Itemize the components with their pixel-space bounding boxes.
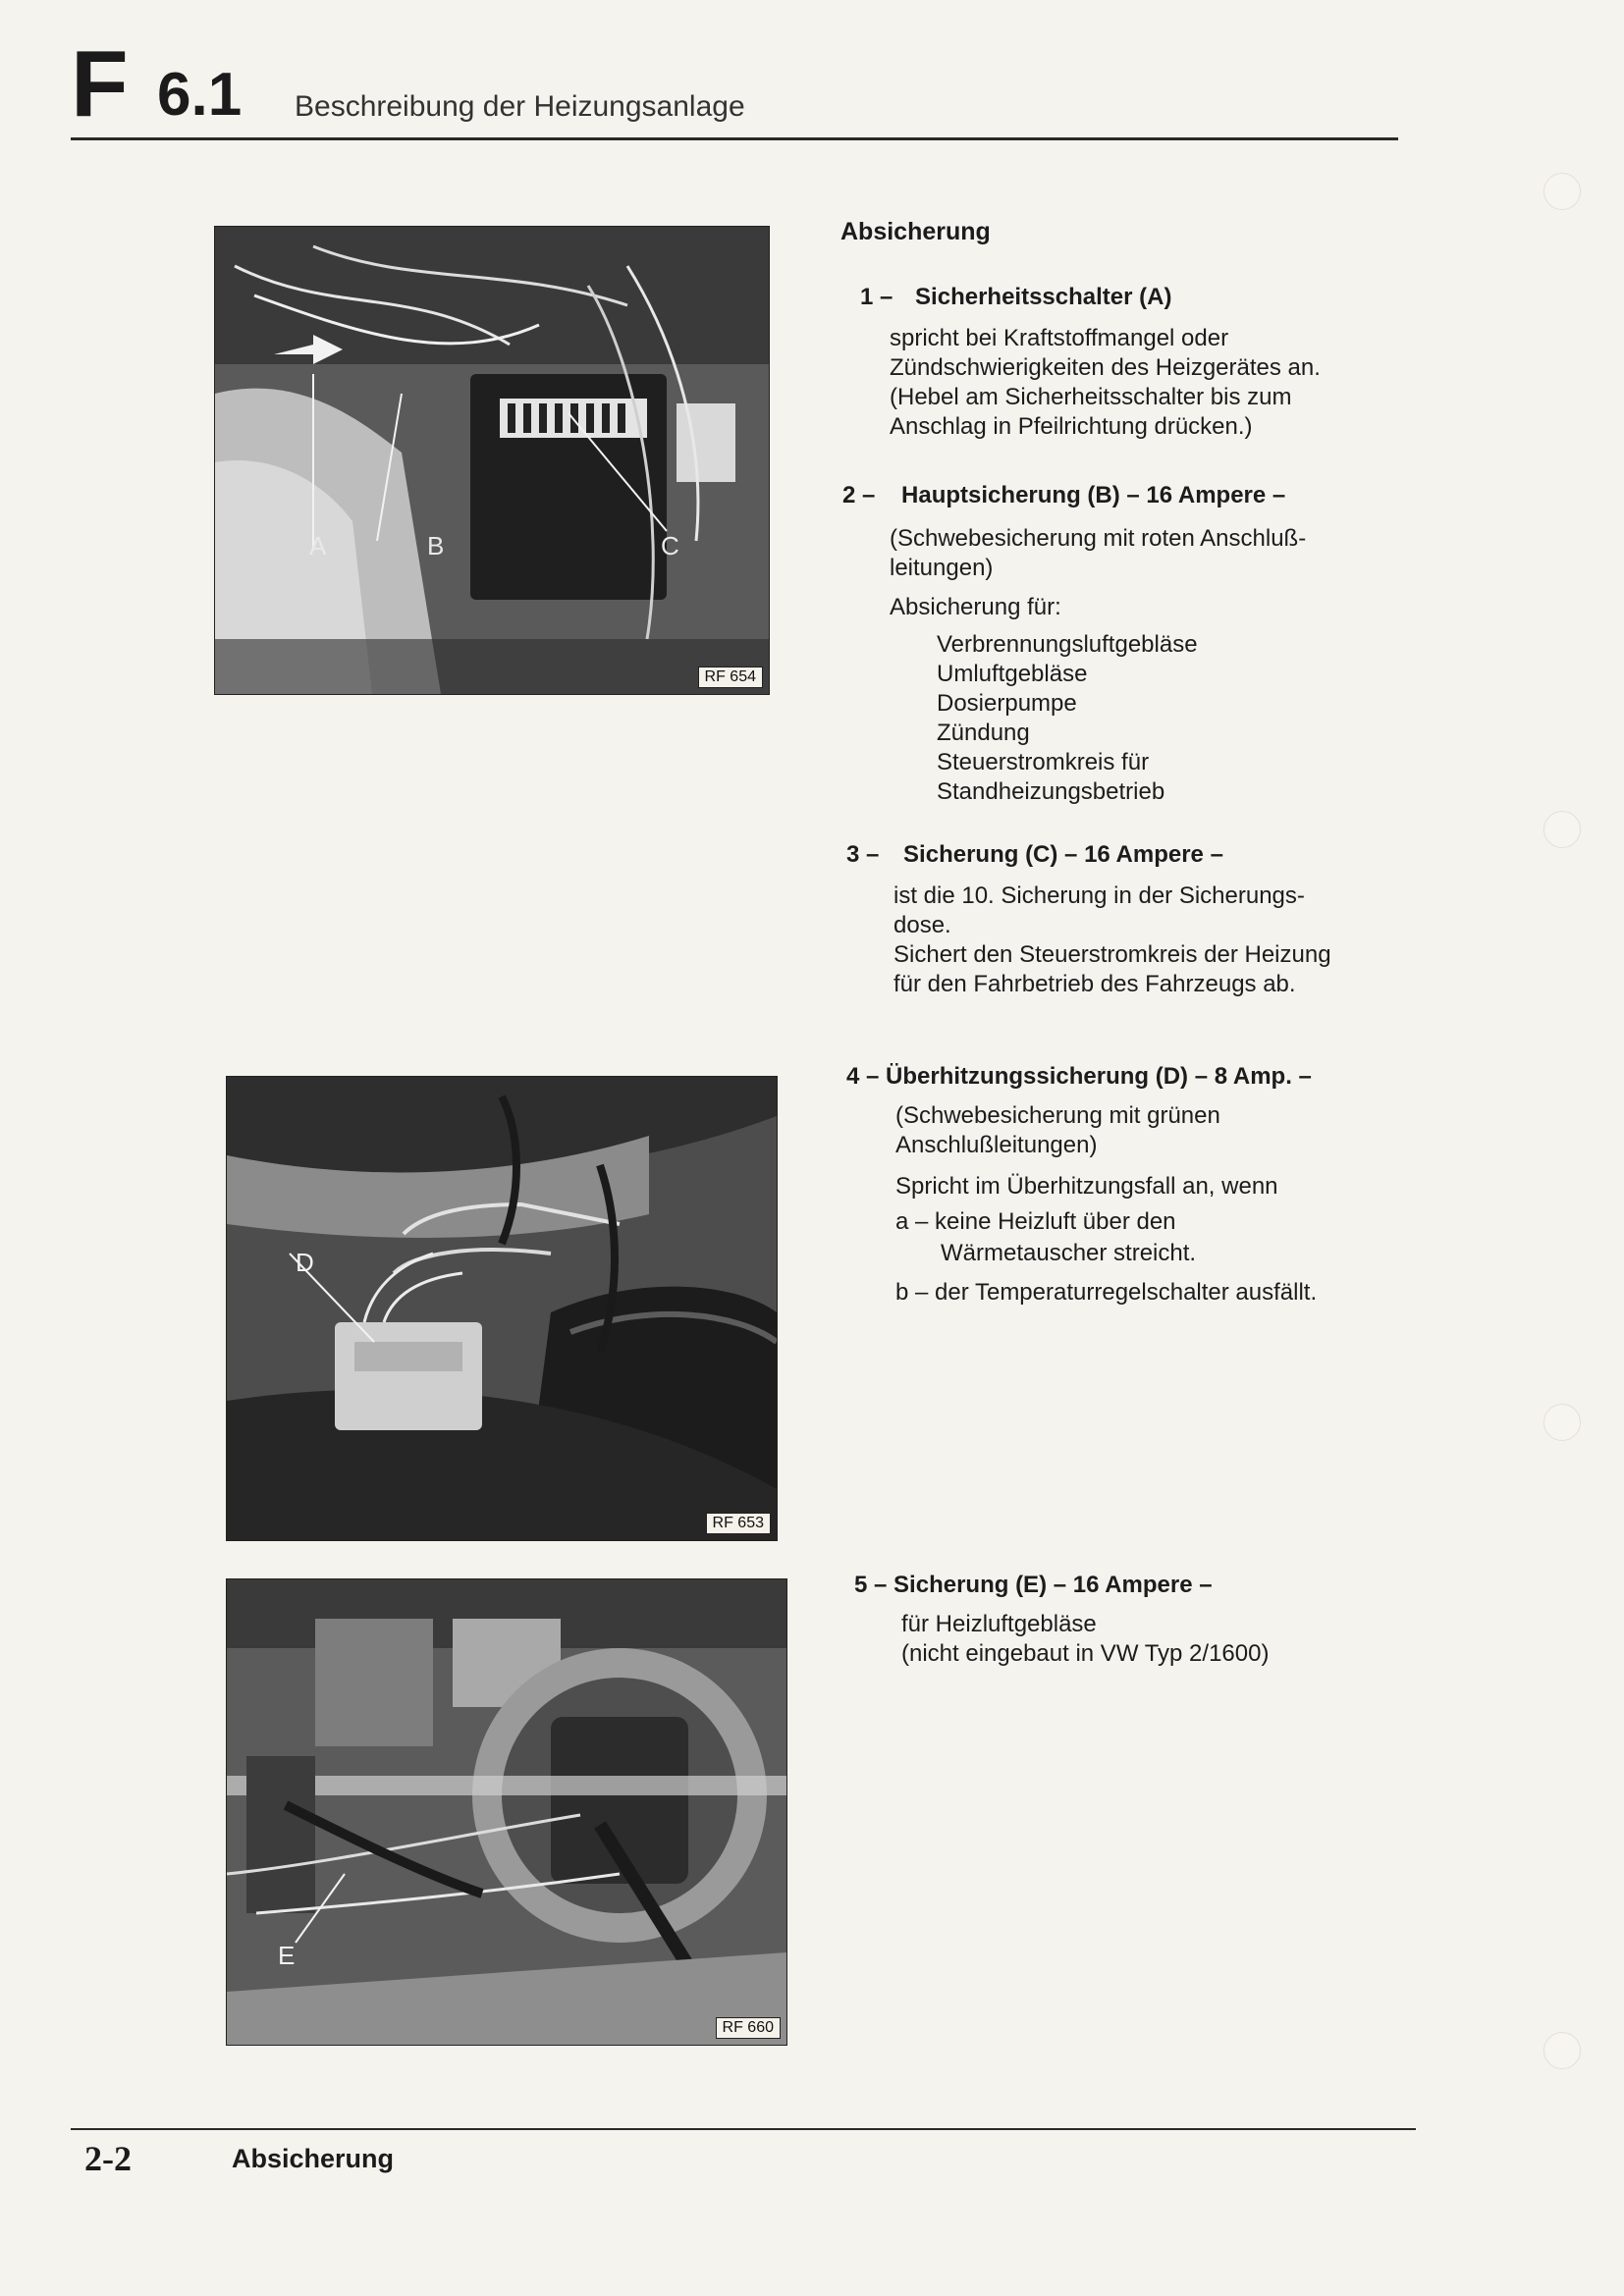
photo-fuse-box: [214, 226, 770, 695]
photo-blower-fuse-image: [227, 1579, 786, 2045]
item-number: 3 –: [846, 841, 880, 868]
body-line: für den Fahrbetrieb des Fahrzeugs ab.: [893, 971, 1296, 997]
photo-blower-fuse: [226, 1578, 787, 2046]
subitem-mark: b –: [895, 1279, 929, 1306]
photo-label: RF 660: [716, 2017, 781, 2039]
photo-overheat-fuse: [226, 1076, 778, 1541]
chapter-title: Beschreibung der Heizungsanlage: [295, 90, 745, 123]
callout-e: E: [278, 1941, 296, 1970]
body-line: (Schwebesicherung mit grünen: [895, 1102, 1220, 1129]
item-1-body: [890, 324, 1321, 442]
item-3-body: [893, 881, 1331, 999]
subitem-mark: a –: [895, 1208, 929, 1235]
callout-d: D: [296, 1248, 314, 1277]
photo-label: RF 654: [698, 667, 763, 688]
item-number: 5 –: [854, 1572, 888, 1598]
callout-b: B: [427, 531, 445, 561]
body-line: Anschlag in Pfeilrichtung drücken.): [890, 413, 1253, 440]
punch-hole: [1543, 2032, 1581, 2069]
list-item: Steuerstromkreis für: [937, 749, 1150, 775]
list-item: Standheizungsbetrieb: [937, 778, 1165, 805]
body-line: für Heizluftgebläse: [901, 1611, 1097, 1637]
punch-hole: [1543, 811, 1581, 848]
chapter-number: 6.1: [157, 61, 243, 129]
item-3: [846, 840, 1223, 870]
item-2: [842, 481, 1285, 510]
body-line: Zündschwierigkeiten des Heizgerätes an.: [890, 354, 1321, 381]
body-line: leitungen): [890, 555, 994, 581]
item-title: Überhitzungssicherung (D) – 8 Amp. –: [886, 1063, 1312, 1090]
body-line: dose.: [893, 912, 951, 938]
subitem-text: der Temperaturregelschalter ausfällt.: [935, 1279, 1318, 1306]
item-1: [860, 283, 1171, 312]
item-number: 2 –: [842, 482, 876, 508]
body-line: (Schwebesicherung mit roten Anschluß-: [890, 525, 1307, 552]
photo-overheat-fuse-image: [227, 1077, 777, 1540]
photo-label: RF 653: [706, 1513, 771, 1534]
item-title: Sicherung (C) – 16 Ampere –: [903, 841, 1223, 868]
punch-hole: [1543, 173, 1581, 210]
item-title: Hauptsicherung (B) – 16 Ampere –: [901, 482, 1286, 508]
section-heading: Absicherung: [840, 218, 991, 245]
footer-rule: [71, 2128, 1416, 2130]
item-4-body: [895, 1101, 1220, 1160]
callout-a: A: [309, 531, 327, 561]
body-line: (nicht eingebaut in VW Typ 2/1600): [901, 1640, 1270, 1667]
item-5: [854, 1571, 1213, 1600]
chapter-letter: F: [71, 31, 127, 136]
item-4-subitem-a-cont: Wärmetauscher streicht.: [941, 1240, 1197, 1266]
list-item: Zündung: [937, 720, 1030, 746]
header-rule: [71, 137, 1398, 140]
punch-hole: [1543, 1404, 1581, 1441]
item-4: [846, 1062, 1312, 1092]
body-line: Sichert den Steuerstromkreis der Heizung: [893, 941, 1331, 968]
body-line: Anschlußleitungen): [895, 1132, 1098, 1158]
item-2-subheading: Absicherung für:: [890, 594, 1061, 620]
body-line: (Hebel am Sicherheitsschalter bis zum: [890, 384, 1292, 410]
item-2-body: [890, 524, 1306, 583]
item-number: 4 –: [846, 1063, 880, 1090]
item-4-subitem-b: [895, 1278, 1317, 1308]
item-2-list: [937, 630, 1198, 807]
subitem-text: keine Heizluft über den: [935, 1208, 1176, 1235]
footer-title: Absicherung: [232, 2144, 395, 2173]
item-title: Sicherheitsschalter (A): [915, 284, 1172, 310]
photo-fuse-box-image: [215, 227, 769, 694]
body-line: ist die 10. Sicherung in der Sicherungs-: [893, 882, 1305, 909]
item-5-body: [901, 1610, 1269, 1669]
list-item: Verbrennungsluftgebläse: [937, 631, 1198, 658]
callout-c: C: [661, 531, 679, 561]
item-title: Sicherung (E) – 16 Ampere –: [893, 1572, 1213, 1598]
page-number: 2-2: [84, 2139, 132, 2178]
item-number: 1 –: [860, 284, 893, 310]
list-item: Dosierpumpe: [937, 690, 1077, 717]
item-4-subheading: Spricht im Überhitzungsfall an, wenn: [895, 1173, 1278, 1200]
body-line: spricht bei Kraftstoffmangel oder: [890, 325, 1229, 351]
list-item: Umluftgebläse: [937, 661, 1088, 687]
item-4-subitem-a: [895, 1207, 1176, 1237]
